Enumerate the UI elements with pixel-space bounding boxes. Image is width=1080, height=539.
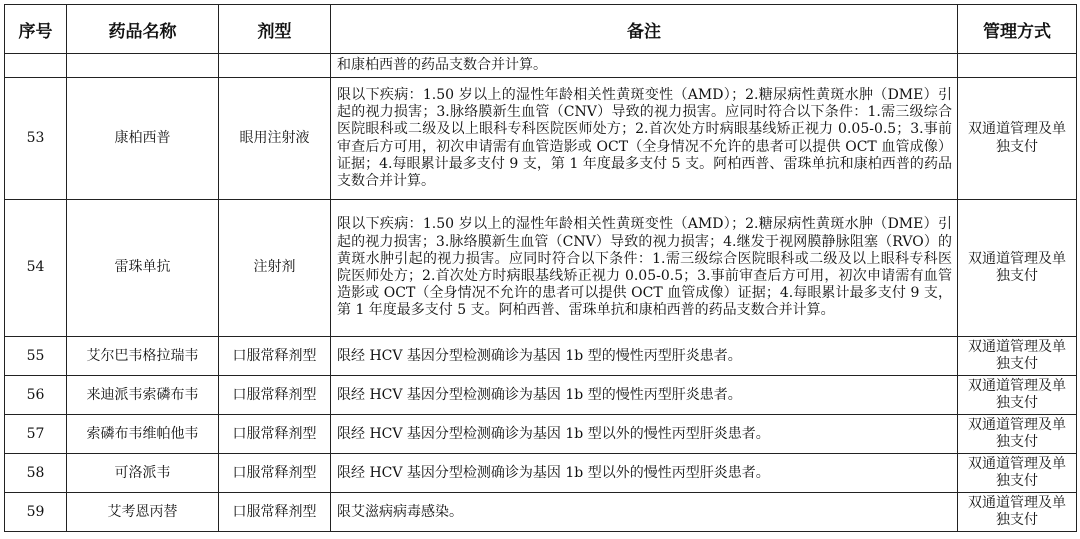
header-seq: 序号 bbox=[5, 5, 67, 54]
cell-seq: 55 bbox=[5, 337, 67, 376]
cell-note-continuation: 和康柏西普的药品支数合并计算。 bbox=[331, 54, 958, 78]
cell-note: 限经 HCV 基因分型检测确诊为基因 1b 型的慢性丙型肝炎患者。 bbox=[331, 376, 958, 415]
cell-mgmt: 双通道管理及单独支付 bbox=[958, 493, 1077, 532]
cell-name: 可洛派韦 bbox=[67, 454, 219, 493]
table-row bbox=[5, 376, 1077, 415]
cell-form bbox=[219, 54, 331, 78]
header-management: 管理方式 bbox=[958, 5, 1077, 54]
header-row bbox=[5, 5, 1077, 54]
cell-seq: 56 bbox=[5, 376, 67, 415]
header-note: 备注 bbox=[331, 5, 958, 54]
cell-note: 限经 HCV 基因分型检测确诊为基因 1b 型以外的慢性丙型肝炎患者。 bbox=[331, 415, 958, 454]
cell-form: 口服常释剂型 bbox=[219, 493, 331, 532]
cell-form: 口服常释剂型 bbox=[219, 415, 331, 454]
cell-form: 口服常释剂型 bbox=[219, 454, 331, 493]
cell-seq: 58 bbox=[5, 454, 67, 493]
cell-name: 来迪派韦索磷布韦 bbox=[67, 376, 219, 415]
cell-name: 艾考恩丙替 bbox=[67, 493, 219, 532]
cell-note: 限经 HCV 基因分型检测确诊为基因 1b 型的慢性丙型肝炎患者。 bbox=[331, 337, 958, 376]
cell-name: 康柏西普 bbox=[67, 78, 219, 200]
cell-form: 口服常释剂型 bbox=[219, 337, 331, 376]
table-row bbox=[5, 200, 1077, 337]
cell-mgmt: 双通道管理及单独支付 bbox=[958, 78, 1077, 200]
cell-seq bbox=[5, 54, 67, 78]
cell-mgmt bbox=[958, 54, 1077, 78]
cell-name bbox=[67, 54, 219, 78]
cell-mgmt: 双通道管理及单独支付 bbox=[958, 337, 1077, 376]
cell-mgmt: 双通道管理及单独支付 bbox=[958, 200, 1077, 337]
continuation-row bbox=[5, 54, 1077, 78]
cell-name: 雷珠单抗 bbox=[67, 200, 219, 337]
cell-seq: 53 bbox=[5, 78, 67, 200]
cell-seq: 57 bbox=[5, 415, 67, 454]
cell-note: 限经 HCV 基因分型检测确诊为基因 1b 型以外的慢性丙型肝炎患者。 bbox=[331, 454, 958, 493]
cell-form: 注射剂 bbox=[219, 200, 331, 337]
cell-mgmt: 双通道管理及单独支付 bbox=[958, 454, 1077, 493]
table-row bbox=[5, 78, 1077, 200]
drug-table bbox=[4, 4, 1077, 532]
header-drug-name: 药品名称 bbox=[67, 5, 219, 54]
cell-form: 眼用注射液 bbox=[219, 78, 331, 200]
cell-seq: 54 bbox=[5, 200, 67, 337]
table-row bbox=[5, 454, 1077, 493]
table-row bbox=[5, 415, 1077, 454]
cell-mgmt: 双通道管理及单独支付 bbox=[958, 376, 1077, 415]
header-dosage-form: 剂型 bbox=[219, 5, 331, 54]
cell-note: 限以下疾病：1.50 岁以上的湿性年龄相关性黄斑变性（AMD）；2.糖尿病性黄斑水肿（DME）引起的视力损害；3.脉络膜新生血管（CNV）导致的视力损害；4.继发于视网膜静脉阻塞（RVO）的黄斑水肿引起的视力损害。应同时符合以下条件：1.需三级综合医院眼科或二级及以上眼科专科医院医师处方；2.首次处方时病眼基线矫正视力 0.05-0.5；3.事前审查后方可用，初次申请需有血管造影或 OCT（全身情况不允许的患者可以提供 OCT 血管成像）证据；4.每眼累计最多支付 9 支，第 1 年度最多支付 5 支。阿柏西普、雷珠单抗和康柏西普的药品支数合并计算。 bbox=[331, 200, 958, 337]
cell-note: 限以下疾病：1.50 岁以上的湿性年龄相关性黄斑变性（AMD）；2.糖尿病性黄斑水肿（DME）引起的视力损害；3.脉络膜新生血管（CNV）导致的视力损害。应同时符合以下条件：1.需三级综合医院眼科或二级及以上眼科专科医院医师处方；2.首次处方时病眼基线矫正视力 0.05-0.5；3.事前审查后方可用，初次申请需有血管造影或 OCT（全身情况不允许的患者可以提供 OCT 血管成像）证据；4.每眼累计最多支付 9 支，第 1 年度最多支付 5 支。阿柏西普、雷珠单抗和康柏西普的药品支数合并计算。 bbox=[331, 78, 958, 200]
cell-seq: 59 bbox=[5, 493, 67, 532]
cell-name: 艾尔巴韦格拉瑞韦 bbox=[67, 337, 219, 376]
cell-form: 口服常释剂型 bbox=[219, 376, 331, 415]
table-row bbox=[5, 337, 1077, 376]
cell-mgmt: 双通道管理及单独支付 bbox=[958, 415, 1077, 454]
cell-note: 限艾滋病病毒感染。 bbox=[331, 493, 958, 532]
table-row bbox=[5, 493, 1077, 532]
cell-name: 索磷布韦维帕他韦 bbox=[67, 415, 219, 454]
